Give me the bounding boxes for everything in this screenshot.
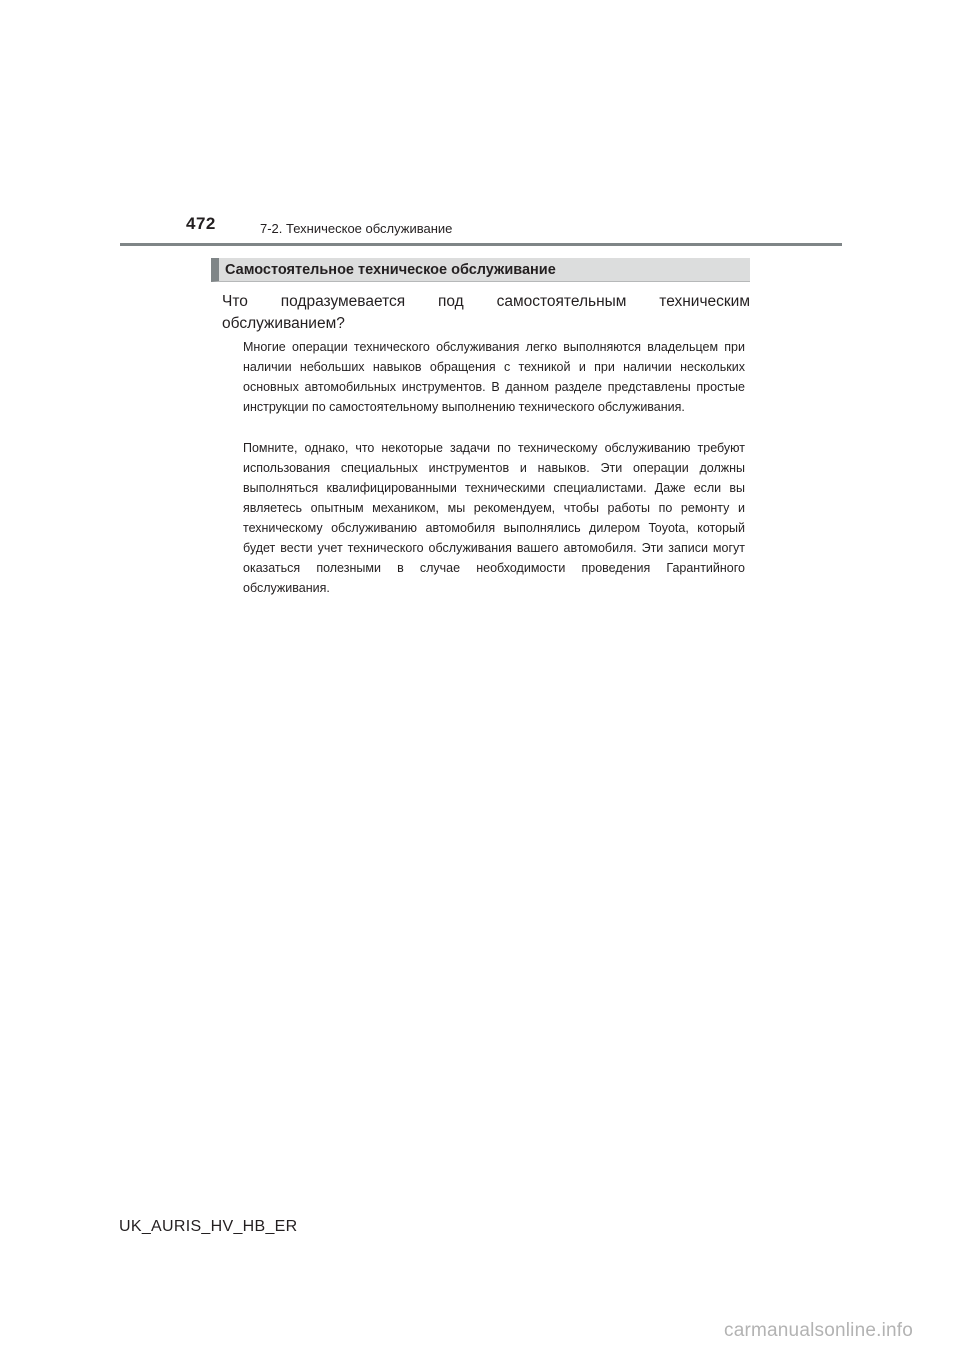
body-paragraph: Помните, однако, что некоторые задачи по техническому обслуживанию требуют использования специальных инструментов и навыков. Эти операции должны выполняться квалифицированными техническими специалистами. Даже если вы являетесь опытным механиком, мы рекомендуем, чтобы работы по ремонту и техническому обслуживанию автомобиля выполнялись дилером Toyota, который будет вести учет технического обслуживания вашего автомобиля. Эти записи могут оказаться полезными в случае необходимости проведения Гарантийного обслуживания. (243, 441, 745, 595)
question-line-1: Что подразумевается под самостоятельным техническим (222, 293, 750, 310)
question-line-2: обслуживанием? (222, 315, 345, 332)
body-paragraph: Многие операции технического обслуживания легко выполняются владельцем при наличии небольших навыков обращения с техникой и при наличии нескольких основных автомобильных инструментов. В данном разделе представлены простые инструкции по самостоятельному выполнению технического обслуживания. (243, 340, 745, 414)
document-code: UK_AURIS_HV_HB_ER (119, 1218, 298, 1235)
question (222, 291, 750, 335)
section-heading: Самостоятельное техническое обслуживание (211, 258, 750, 282)
header-rule (120, 243, 842, 246)
page-number: 472 (186, 214, 216, 233)
watermark: carmanualsonline.info (724, 1320, 914, 1341)
section-reference: 7-2. Техническое обслуживание (260, 221, 453, 236)
